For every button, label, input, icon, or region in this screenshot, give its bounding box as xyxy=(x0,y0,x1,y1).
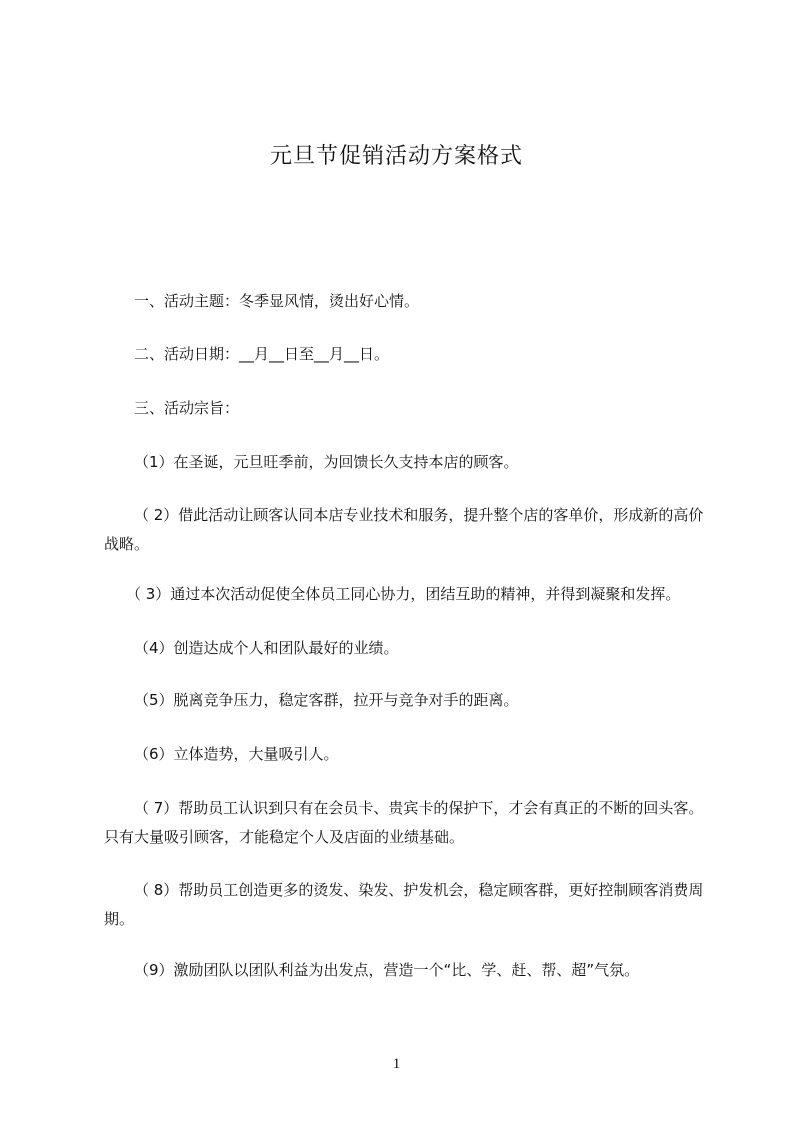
paragraph-purpose-5: （5）脱离竞争压力，稳定客群，拉开与竞争对手的距离。 xyxy=(134,691,519,709)
paragraph-purpose-2: （ 2）借此活动让顾客认同本店专业技术和服务，提升整个店的客单价，形成新的高价战略。 xyxy=(104,506,704,553)
paragraph-activity-date: 二、活动日期：__月__日至__月__日。 xyxy=(134,345,390,363)
page-number: 1 xyxy=(392,1056,401,1072)
document-title: 元旦节促销活动方案格式 xyxy=(269,144,523,169)
paragraph-purpose-6: （6）立体造势，大量吸引人。 xyxy=(134,745,339,763)
paragraph-purpose-3: （ 3）通过本次活动促使全体员工同心协力，团结互助的精神，并得到凝聚和发挥。 xyxy=(126,585,681,603)
paragraph-activity-purpose: 三、活动宗旨： xyxy=(134,399,240,417)
paragraph-purpose-7: （ 7）帮助员工认识到只有在会员卡、贵宾卡的保护下，才会有真正的不断的回头客。只有大量吸引顾客，才能稳定个人及店面的业绩基础。 xyxy=(104,799,704,846)
paragraph-activity-theme: 一、活动主题：冬季显风情，烫出好心情。 xyxy=(134,292,420,310)
paragraph-purpose-8: （ 8）帮助员工创造更多的烫发、染发、护发机会，稳定顾客群，更好控制顾客消费周期。 xyxy=(104,881,704,928)
paragraph-purpose-1: （1）在圣诞，元旦旺季前，为回馈长久支持本店的顾客。 xyxy=(134,453,519,471)
paragraph-purpose-9: （9）激励团队以团队利益为出发点，营造一个“比、学、赶、帮、超”气氛。 xyxy=(134,961,640,979)
paragraph-purpose-4: （4）创造达成个人和团队最好的业绩。 xyxy=(134,639,399,657)
